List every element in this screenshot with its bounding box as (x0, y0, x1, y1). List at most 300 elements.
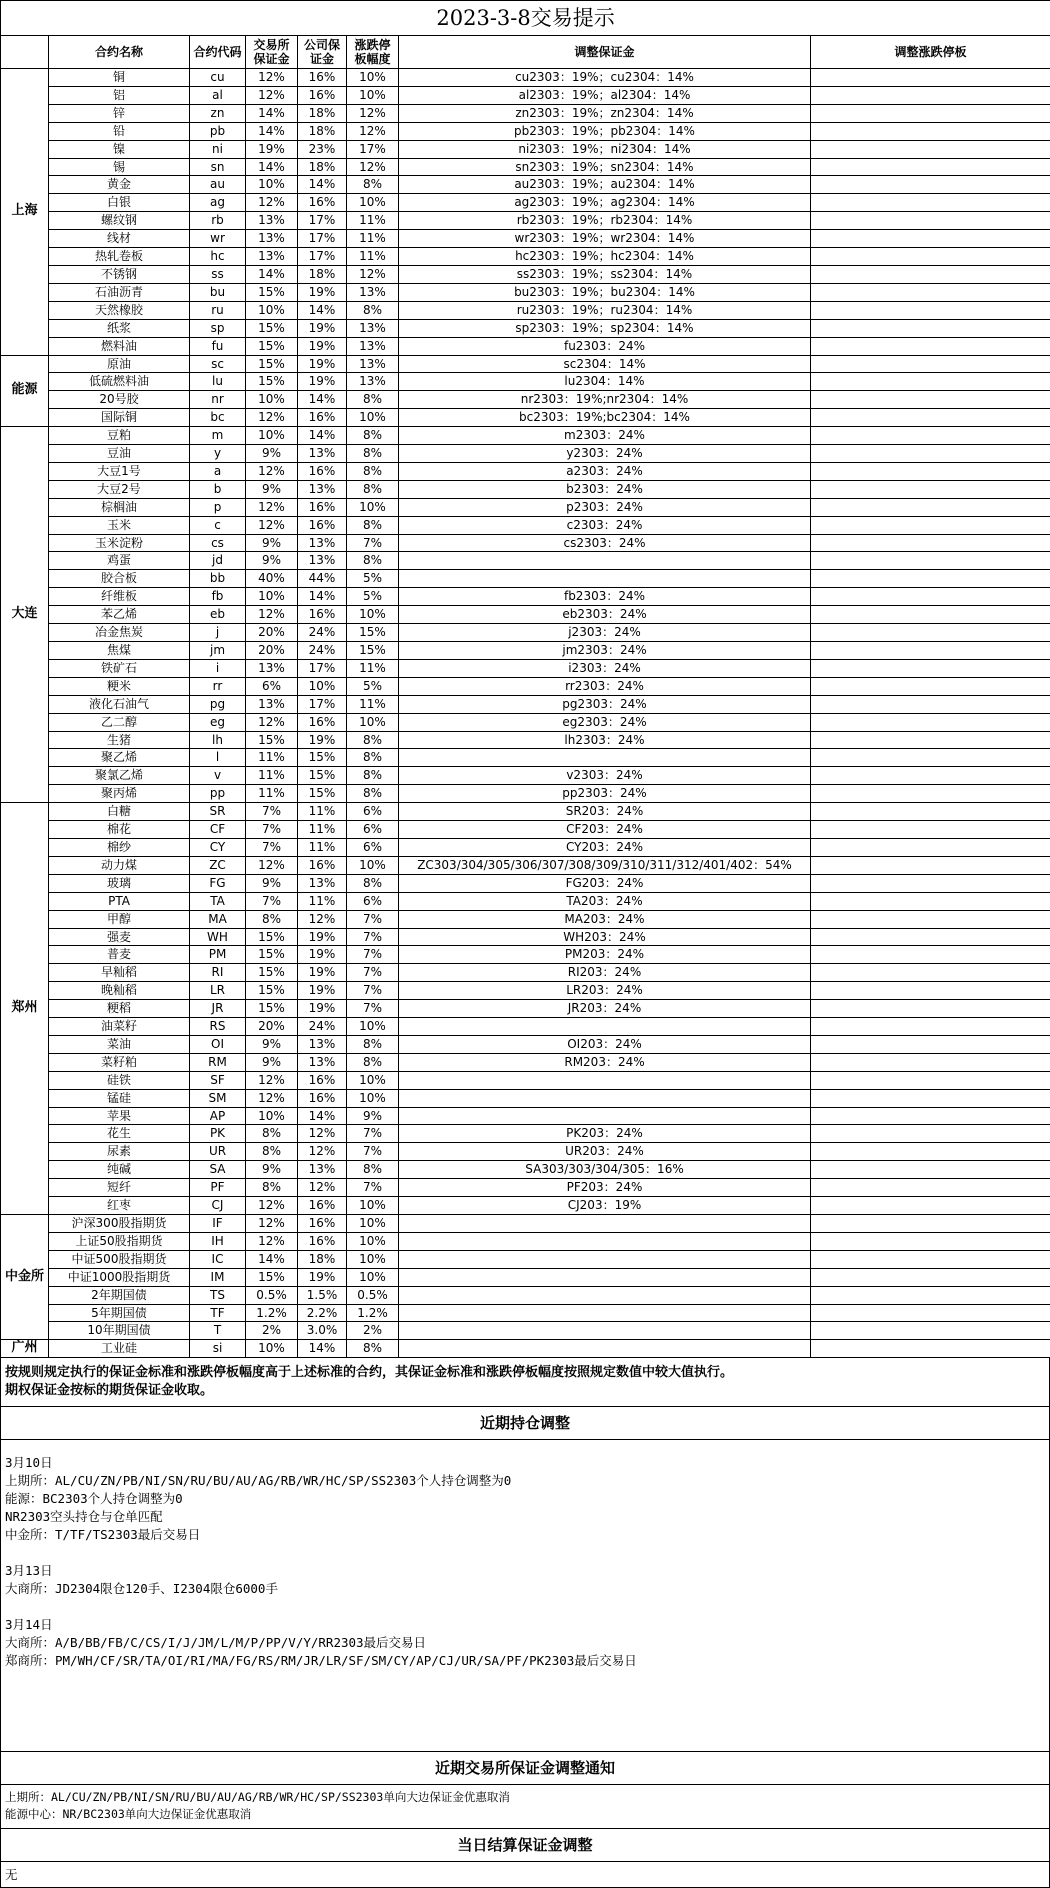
rules-notes (0, 1358, 1050, 1407)
adjusted-limit (811, 516, 1050, 534)
company-margin: 11% (298, 892, 347, 910)
table-row (1, 1035, 1050, 1053)
contract-name: 棉花 (49, 821, 190, 839)
contract-name: 纤维板 (49, 588, 190, 606)
adjusted-limit (811, 534, 1050, 552)
table-row (1, 1143, 1050, 1161)
company-margin: 24% (298, 624, 347, 642)
contract-name: 菜油 (49, 1035, 190, 1053)
adjusted-margin: fb2303：24% (399, 588, 811, 606)
limit-range: 15% (347, 642, 399, 660)
exchange-margin: 9% (246, 1035, 298, 1053)
limit-range: 7% (347, 1125, 399, 1143)
exchange-margin: 10% (246, 588, 298, 606)
company-margin: 13% (298, 534, 347, 552)
exchange-margin: 9% (246, 1161, 298, 1179)
exchange-name: 郑州 (1, 803, 49, 1215)
exchange-margin: 12% (246, 1197, 298, 1215)
adjusted-margin (399, 1340, 811, 1358)
company-margin: 18% (298, 265, 347, 283)
contract-name: 玉米淀粉 (49, 534, 190, 552)
contract-code: RI (190, 964, 246, 982)
limit-range: 10% (347, 856, 399, 874)
table-row (1, 856, 1050, 874)
contract-code: PK (190, 1125, 246, 1143)
limit-range: 7% (347, 928, 399, 946)
company-margin: 16% (298, 606, 347, 624)
contract-name: 聚丙烯 (49, 785, 190, 803)
company-margin: 11% (298, 821, 347, 839)
exchange-margin: 10% (246, 391, 298, 409)
contract-name: 豆粕 (49, 427, 190, 445)
company-margin: 14% (298, 176, 347, 194)
exchange-margin: 15% (246, 928, 298, 946)
adjusted-limit (811, 1286, 1050, 1304)
exchange-margin: 13% (246, 659, 298, 677)
contract-name: 铁矿石 (49, 659, 190, 677)
adjusted-margin: al2303：19%；al2304：14% (399, 86, 811, 104)
adjusted-margin: jm2303：24% (399, 642, 811, 660)
adjusted-limit (811, 767, 1050, 785)
company-margin: 19% (298, 355, 347, 373)
limit-range: 5% (347, 570, 399, 588)
limit-range: 10% (347, 1018, 399, 1036)
table-row (1, 534, 1050, 552)
table-row (1, 1018, 1050, 1036)
adjusted-margin: a2303：24% (399, 462, 811, 480)
contract-name: 天然橡胶 (49, 301, 190, 319)
holding-line (5, 1598, 1045, 1616)
company-margin: 19% (298, 319, 347, 337)
adjusted-margin (399, 1215, 811, 1233)
adjusted-limit (811, 749, 1050, 767)
adjusted-margin: ss2303：19%；ss2304：14% (399, 265, 811, 283)
adjusted-limit (811, 1268, 1050, 1286)
contract-code: SA (190, 1161, 246, 1179)
contract-name: 粳稻 (49, 1000, 190, 1018)
adjusted-limit (811, 677, 1050, 695)
table-row (1, 588, 1050, 606)
company-margin: 19% (298, 373, 347, 391)
contract-code: WH (190, 928, 246, 946)
company-margin: 14% (298, 588, 347, 606)
contract-name: 铜 (49, 69, 190, 87)
company-margin: 19% (298, 337, 347, 355)
exchange-margin: 20% (246, 1018, 298, 1036)
company-margin: 19% (298, 283, 347, 301)
limit-range: 10% (347, 86, 399, 104)
company-margin: 24% (298, 642, 347, 660)
contract-code: c (190, 516, 246, 534)
exchange-margin: 12% (246, 462, 298, 480)
exchange-margin: 19% (246, 140, 298, 158)
exchange-margin: 15% (246, 319, 298, 337)
contract-code: fu (190, 337, 246, 355)
company-margin: 18% (298, 158, 347, 176)
adjusted-margin: UR203：24% (399, 1143, 811, 1161)
contract-code: TF (190, 1304, 246, 1322)
contract-name: 苯乙烯 (49, 606, 190, 624)
adjusted-limit (811, 391, 1050, 409)
contract-code: PM (190, 946, 246, 964)
contract-name: 胶合板 (49, 570, 190, 588)
contract-name: 乙二醇 (49, 713, 190, 731)
adjusted-limit (811, 713, 1050, 731)
adjusted-margin: pg2303：24% (399, 695, 811, 713)
table-row (1, 1322, 1050, 1340)
company-margin: 1.5% (298, 1286, 347, 1304)
adjusted-limit (811, 946, 1050, 964)
company-margin: 15% (298, 749, 347, 767)
contract-code: IH (190, 1232, 246, 1250)
contract-code: i (190, 659, 246, 677)
limit-range: 8% (347, 1161, 399, 1179)
adjusted-limit (811, 1161, 1050, 1179)
exchange-margin: 40% (246, 570, 298, 588)
adjusted-margin: PK203：24% (399, 1125, 811, 1143)
exchange-margin: 9% (246, 552, 298, 570)
table-row (1, 104, 1050, 122)
table-row (1, 606, 1050, 624)
limit-range: 15% (347, 624, 399, 642)
table-row (1, 355, 1050, 373)
adjusted-margin: i2303：24% (399, 659, 811, 677)
adjusted-margin: FG203：24% (399, 874, 811, 892)
contract-name: 铅 (49, 122, 190, 140)
adjusted-margin: CJ203：19% (399, 1197, 811, 1215)
holding-line: 3月14日 (5, 1616, 1045, 1634)
contract-code: nr (190, 391, 246, 409)
adjusted-margin: PF203：24% (399, 1179, 811, 1197)
adjusted-margin: TA203：24% (399, 892, 811, 910)
holding-line: 上期所：AL/CU/ZN/PB/NI/SN/RU/BU/AU/AG/RB/WR/HC/SP/SS2303个人持仓调整为0 (5, 1472, 1045, 1490)
holding-section-body (0, 1440, 1050, 1752)
adjusted-limit (811, 892, 1050, 910)
company-margin: 15% (298, 785, 347, 803)
contract-name: 燃料油 (49, 337, 190, 355)
limit-range: 11% (347, 659, 399, 677)
contract-code: CY (190, 838, 246, 856)
limit-range: 5% (347, 677, 399, 695)
limit-range: 7% (347, 534, 399, 552)
adjusted-limit (811, 1018, 1050, 1036)
settle-section-body (0, 1862, 1050, 1888)
exchange-margin: 9% (246, 1053, 298, 1071)
adjusted-margin: pp2303：24% (399, 785, 811, 803)
limit-range: 10% (347, 194, 399, 212)
exchange-margin: 15% (246, 1268, 298, 1286)
contract-code: lu (190, 373, 246, 391)
adjusted-limit (811, 695, 1050, 713)
adjusted-margin: RI203：24% (399, 964, 811, 982)
contract-name: 棉纱 (49, 838, 190, 856)
adjusted-margin: cu2303：19%；cu2304：14% (399, 69, 811, 87)
adjusted-limit (811, 427, 1050, 445)
limit-range: 10% (347, 1250, 399, 1268)
adjusted-margin (399, 1250, 811, 1268)
limit-range: 7% (347, 946, 399, 964)
table-row (1, 552, 1050, 570)
limit-range: 8% (347, 1340, 399, 1358)
table-row (1, 1053, 1050, 1071)
exchange-margin: 14% (246, 104, 298, 122)
contract-name: 生猪 (49, 731, 190, 749)
contract-code: SF (190, 1071, 246, 1089)
table-row (1, 803, 1050, 821)
company-margin: 18% (298, 1250, 347, 1268)
table-row (1, 158, 1050, 176)
limit-range: 6% (347, 892, 399, 910)
exchange-name: 大连 (1, 427, 49, 803)
adjusted-limit (811, 928, 1050, 946)
adjusted-margin: sn2303：19%；sn2304：14% (399, 158, 811, 176)
adjusted-limit (811, 606, 1050, 624)
adjusted-margin (399, 1232, 811, 1250)
contract-code: PF (190, 1179, 246, 1197)
company-margin: 13% (298, 1161, 347, 1179)
adjusted-margin: ZC303/304/305/306/307/308/309/310/311/312/401/402：54% (399, 856, 811, 874)
contract-name: 油菜籽 (49, 1018, 190, 1036)
contract-code: JR (190, 1000, 246, 1018)
limit-range: 8% (347, 445, 399, 463)
contract-code: SM (190, 1089, 246, 1107)
company-margin: 13% (298, 1035, 347, 1053)
contract-name: 锌 (49, 104, 190, 122)
contract-code: al (190, 86, 246, 104)
adjusted-limit (811, 319, 1050, 337)
adjusted-margin: v2303：24% (399, 767, 811, 785)
adjusted-limit (811, 409, 1050, 427)
adjusted-margin (399, 1018, 811, 1036)
contract-code: TS (190, 1286, 246, 1304)
contract-code: eg (190, 713, 246, 731)
contract-name: 硅铁 (49, 1071, 190, 1089)
adjusted-margin: zn2303：19%；zn2304：14% (399, 104, 811, 122)
limit-range: 6% (347, 821, 399, 839)
table-row (1, 445, 1050, 463)
adjusted-margin: ru2303：19%；ru2304：14% (399, 301, 811, 319)
adjusted-limit (811, 1232, 1050, 1250)
contract-name: 晚籼稻 (49, 982, 190, 1000)
contract-name: 豆油 (49, 445, 190, 463)
company-margin: 12% (298, 1179, 347, 1197)
contract-name: 纸浆 (49, 319, 190, 337)
limit-range: 8% (347, 176, 399, 194)
exchange-margin: 12% (246, 194, 298, 212)
contract-name: 玉米 (49, 516, 190, 534)
limit-range: 8% (347, 749, 399, 767)
limit-range: 13% (347, 355, 399, 373)
adjusted-margin: lu2304：14% (399, 373, 811, 391)
contract-code: ru (190, 301, 246, 319)
exchange-margin: 8% (246, 1179, 298, 1197)
adjusted-margin: j2303：24% (399, 624, 811, 642)
exchange-margin: 15% (246, 373, 298, 391)
adjusted-margin (399, 1304, 811, 1322)
company-margin: 17% (298, 248, 347, 266)
table-row (1, 283, 1050, 301)
adjusted-limit (811, 838, 1050, 856)
table-row (1, 427, 1050, 445)
adjusted-margin: b2303：24% (399, 480, 811, 498)
header-exchange (1, 36, 49, 69)
adjusted-limit (811, 1340, 1050, 1358)
contract-code: sc (190, 355, 246, 373)
contract-code: l (190, 749, 246, 767)
table-row (1, 892, 1050, 910)
adjusted-limit (811, 373, 1050, 391)
limit-range: 11% (347, 248, 399, 266)
limit-range: 8% (347, 552, 399, 570)
exchange-margin: 12% (246, 856, 298, 874)
table-row (1, 570, 1050, 588)
table-row (1, 86, 1050, 104)
exchange-margin: 10% (246, 1107, 298, 1125)
adjusted-limit (811, 1071, 1050, 1089)
contract-code: hc (190, 248, 246, 266)
table-row (1, 624, 1050, 642)
exchange-margin: 15% (246, 946, 298, 964)
exchange-margin: 13% (246, 212, 298, 230)
exchange-margin: 9% (246, 534, 298, 552)
company-margin: 18% (298, 104, 347, 122)
limit-range: 7% (347, 964, 399, 982)
contract-name: 菜籽粕 (49, 1053, 190, 1071)
adjusted-limit (811, 445, 1050, 463)
table-row (1, 1089, 1050, 1107)
company-margin: 16% (298, 713, 347, 731)
table-row (1, 1000, 1050, 1018)
table-row (1, 964, 1050, 982)
contract-name: 上证50股指期货 (49, 1232, 190, 1250)
table-row (1, 391, 1050, 409)
settle-section-title: 当日结算保证金调整 (0, 1829, 1050, 1862)
adjusted-margin (399, 1089, 811, 1107)
exchange-margin: 10% (246, 1340, 298, 1358)
exchange-margin: 15% (246, 964, 298, 982)
company-margin: 13% (298, 552, 347, 570)
exchange-margin: 14% (246, 265, 298, 283)
contract-code: wr (190, 230, 246, 248)
adjusted-margin: c2303：24% (399, 516, 811, 534)
contract-name: 苹果 (49, 1107, 190, 1125)
contract-name: 红枣 (49, 1197, 190, 1215)
contract-code: MA (190, 910, 246, 928)
limit-range: 0.5% (347, 1286, 399, 1304)
limit-range: 7% (347, 1000, 399, 1018)
exchange-margin: 15% (246, 283, 298, 301)
company-margin: 11% (298, 838, 347, 856)
table-row (1, 821, 1050, 839)
exchange-margin: 12% (246, 606, 298, 624)
contract-code: IF (190, 1215, 246, 1233)
limit-range: 8% (347, 516, 399, 534)
company-margin: 16% (298, 1089, 347, 1107)
adjusted-limit (811, 1089, 1050, 1107)
contract-code: TA (190, 892, 246, 910)
adjusted-limit (811, 1215, 1050, 1233)
table-row (1, 301, 1050, 319)
table-row (1, 1286, 1050, 1304)
adjusted-limit (811, 86, 1050, 104)
table-row (1, 319, 1050, 337)
company-margin: 10% (298, 677, 347, 695)
contract-name: 聚氯乙烯 (49, 767, 190, 785)
limit-range: 6% (347, 838, 399, 856)
adjusted-margin (399, 1286, 811, 1304)
contract-code: p (190, 498, 246, 516)
table-row (1, 1215, 1050, 1233)
adjusted-limit (811, 69, 1050, 87)
exchange-name: 广州 (1, 1340, 49, 1358)
adjusted-margin: fu2303：24% (399, 337, 811, 355)
table-row (1, 659, 1050, 677)
contract-code: T (190, 1322, 246, 1340)
company-margin: 16% (298, 1197, 347, 1215)
contract-code: LR (190, 982, 246, 1000)
notice-line: 上期所：AL/CU/ZN/PB/NI/SN/RU/BU/AU/AG/RB/WR/HC/SP/SS2303单向大边保证金优惠取消 (5, 1789, 1045, 1806)
contract-code: cu (190, 69, 246, 87)
company-margin: 16% (298, 194, 347, 212)
limit-range: 10% (347, 606, 399, 624)
limit-range: 6% (347, 803, 399, 821)
adjusted-limit (811, 176, 1050, 194)
holding-line: 大商所：A/B/BB/FB/C/CS/I/J/JM/L/M/P/PP/V/Y/RR2303最后交易日 (5, 1634, 1045, 1652)
adjusted-margin: RM203：24% (399, 1053, 811, 1071)
exchange-margin: 10% (246, 427, 298, 445)
table-row (1, 212, 1050, 230)
adjusted-margin: eb2303：24% (399, 606, 811, 624)
company-margin: 23% (298, 140, 347, 158)
contract-name: 原油 (49, 355, 190, 373)
table-row (1, 230, 1050, 248)
adjusted-margin: MA203：24% (399, 910, 811, 928)
contract-code: pp (190, 785, 246, 803)
limit-range: 12% (347, 104, 399, 122)
company-margin: 19% (298, 964, 347, 982)
adjusted-limit (811, 1179, 1050, 1197)
holding-line: 郑商所：PM/WH/CF/SR/TA/OI/RI/MA/FG/RS/RM/JR/LR/SF/SM/CY/AP/CJ/UR/SA/PF/PK2303最后交易日 (5, 1652, 1045, 1670)
limit-range: 11% (347, 212, 399, 230)
adjusted-margin (399, 1322, 811, 1340)
company-margin: 15% (298, 767, 347, 785)
exchange-margin: 12% (246, 1232, 298, 1250)
contract-code: fb (190, 588, 246, 606)
exchange-margin: 12% (246, 409, 298, 427)
table-row (1, 695, 1050, 713)
table-row (1, 69, 1050, 87)
adjusted-limit (811, 480, 1050, 498)
contract-name: 黄金 (49, 176, 190, 194)
contract-name: 锰硅 (49, 1089, 190, 1107)
adjusted-limit (811, 1304, 1050, 1322)
holding-section-title: 近期持仓调整 (0, 1407, 1050, 1440)
adjusted-limit (811, 1250, 1050, 1268)
header-adjusted-margin: 调整保证金 (399, 36, 811, 69)
exchange-margin: 9% (246, 445, 298, 463)
table-row (1, 516, 1050, 534)
table-row (1, 1250, 1050, 1268)
exchange-margin: 20% (246, 642, 298, 660)
table-row (1, 337, 1050, 355)
table-header (1, 36, 1050, 69)
table-row (1, 874, 1050, 892)
adjusted-limit (811, 158, 1050, 176)
contract-name: 普麦 (49, 946, 190, 964)
adjusted-margin: bu2303：19%；bu2304：14% (399, 283, 811, 301)
contract-code: RM (190, 1053, 246, 1071)
table-row (1, 1340, 1050, 1358)
